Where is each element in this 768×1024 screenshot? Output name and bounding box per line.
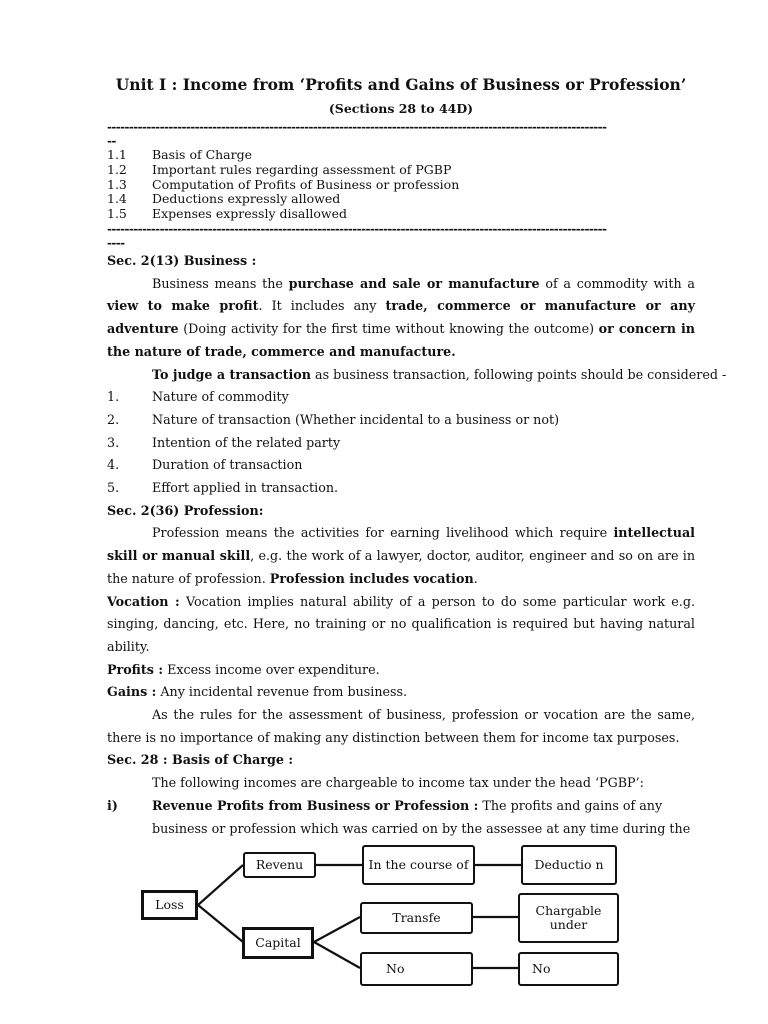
- divider-top-tail: --: [107, 134, 116, 148]
- divider-bottom: [107, 222, 722, 250]
- table-of-contents: [107, 148, 695, 222]
- list-text: Nature of transaction (Whether incidental to a business or not): [152, 411, 560, 427]
- toc-label: Basis of Charge: [152, 147, 253, 162]
- connector-capital-transfer: [314, 917, 360, 942]
- toc-number: 1.3: [107, 176, 127, 192]
- toc-item: [107, 163, 695, 178]
- charge-item-text: [152, 795, 695, 840]
- document-page: [107, 72, 727, 840]
- diagram-node-transfer: Transfe: [360, 902, 473, 934]
- charge-item-number: i): [107, 797, 118, 813]
- list-number: 1.: [107, 389, 120, 405]
- text-run-bold: purchase and sale or manufacture: [288, 275, 540, 291]
- assessment-note: As the rules for the assessment of business, profession or vocation are the same, there is no importance of making any distinction between them for income tax purposes.: [107, 707, 695, 745]
- text-run: Excess income over expenditure.: [163, 661, 380, 677]
- diagram-node-chargeable: Chargable under: [518, 893, 619, 943]
- list-text: Nature of commodity: [152, 389, 289, 405]
- section-heading-business: Sec. 2(13) Business :: [107, 252, 257, 268]
- list-number: 3.: [107, 434, 120, 450]
- diagram-node-revenue: Revenu: [243, 852, 316, 878]
- diagram-node-in-the-course: In the course of: [362, 845, 475, 885]
- text-run: Profession means the activities for earning livelihood which require: [152, 525, 614, 541]
- list-text: Effort applied in transaction.: [152, 480, 339, 496]
- divider-bottom-tail: ----: [107, 235, 125, 250]
- text-run: as business transaction, following points should be considered -: [311, 366, 727, 382]
- toc-item: [107, 207, 695, 222]
- divider-top: [107, 120, 722, 148]
- text-run: Business means the: [152, 275, 289, 291]
- list-number: 5.: [107, 480, 120, 496]
- section-heading-basis-of-charge: Sec. 28 : Basis of Charge :: [107, 752, 294, 768]
- gains-definition: [107, 681, 695, 704]
- toc-label: Deductions expressly allowed: [152, 191, 341, 207]
- document-body: [107, 250, 727, 840]
- list-item: [107, 432, 695, 455]
- list-item: [107, 386, 695, 409]
- diagram-node-no-left: No: [360, 952, 473, 986]
- list-number: 4.: [107, 457, 120, 473]
- diagram-node-no-right: No: [518, 952, 619, 986]
- toc-label: Important rules regarding assessment of PGBP: [152, 161, 452, 177]
- text-run-bold: Profits :: [107, 661, 164, 677]
- toc-label: Expenses expressly disallowed: [152, 206, 347, 222]
- toc-label: Computation of Profits of Business or profession: [152, 176, 460, 192]
- text-run-bold: Revenue Profits from Business or Profession :: [152, 797, 479, 813]
- toc-item: [107, 178, 695, 193]
- charge-item: [107, 795, 695, 840]
- text-run: of a commodity with a: [539, 275, 695, 291]
- text-run: , e.g. the work of a lawyer, doctor, auditor, engineer and so on are in the nature of profession.: [107, 548, 695, 586]
- toc-item: [107, 192, 695, 207]
- toc-number: 1.4: [107, 191, 127, 207]
- text-run-bold: intellectual skill or manual skill: [107, 525, 695, 564]
- text-run: The profits and gains of any business or profession which was carried on by the assessee at any time during the: [152, 797, 691, 836]
- connector-loss-revenue: [198, 865, 243, 905]
- text-run-bold: Profession includes vocation: [269, 570, 474, 586]
- list-text: Duration of transaction: [152, 457, 303, 473]
- diagram-node-deduction: Deductio n: [521, 845, 617, 885]
- text-run: . It includes any: [258, 298, 386, 314]
- divider-top-main: ------------------------------------------------------------------------------------------------------------------: [107, 120, 607, 134]
- vocation-definition: [107, 591, 695, 659]
- diagram-node-loss: Loss: [141, 890, 198, 920]
- judge-transaction-intro: [107, 364, 727, 387]
- diagram-node-capital: Capital: [242, 927, 314, 959]
- text-run: Vocation implies natural ability of a person to do some particular work e.g. singing, dancing, etc. Here, no training or no qualification is required but having natural ability.: [107, 593, 695, 654]
- text-run-bold: view to make profit: [107, 298, 259, 314]
- list-text: Intention of the related party: [152, 434, 341, 450]
- text-run: .: [473, 570, 478, 586]
- text-run-bold: or concern in the nature of trade, commerce and manufacture.: [107, 321, 695, 359]
- list-item: [107, 454, 695, 477]
- text-run: Any incidental revenue from business.: [156, 684, 408, 700]
- text-run: (Doing activity for the first time without knowing the outcome): [178, 321, 599, 337]
- loss-classification-diagram: [0, 840, 768, 1024]
- divider-bottom-main: ------------------------------------------------------------------------------------------------------------------: [107, 221, 607, 236]
- business-definition: [107, 273, 695, 364]
- profits-definition: [107, 659, 695, 682]
- text-run-bold: Vocation :: [107, 593, 180, 609]
- toc-number: 1.5: [107, 206, 127, 222]
- list-number: 2.: [107, 411, 120, 427]
- connector-capital-no: [314, 942, 360, 968]
- basis-of-charge-intro: The following incomes are chargeable to income tax under the head ‘PGBP’:: [152, 775, 644, 791]
- profession-definition: [107, 522, 695, 590]
- text-run-bold: Gains :: [107, 684, 157, 700]
- text-run-bold: To judge a transaction: [152, 366, 311, 382]
- toc-item: [107, 148, 695, 163]
- connector-loss-capital: [198, 905, 243, 942]
- list-item: [107, 477, 695, 500]
- text-run-bold: trade, commerce or manufacture or any adventure: [107, 298, 695, 337]
- section-heading-profession: Sec. 2(36) Profession:: [107, 502, 264, 518]
- list-item: [107, 409, 695, 432]
- toc-number: 1.2: [107, 161, 127, 177]
- document-subtitle: (Sections 28 to 44D): [328, 101, 474, 116]
- toc-number: 1.1: [107, 147, 127, 162]
- document-title: Unit I : Income from ‘Profits and Gains of Business or Profession’: [115, 75, 687, 94]
